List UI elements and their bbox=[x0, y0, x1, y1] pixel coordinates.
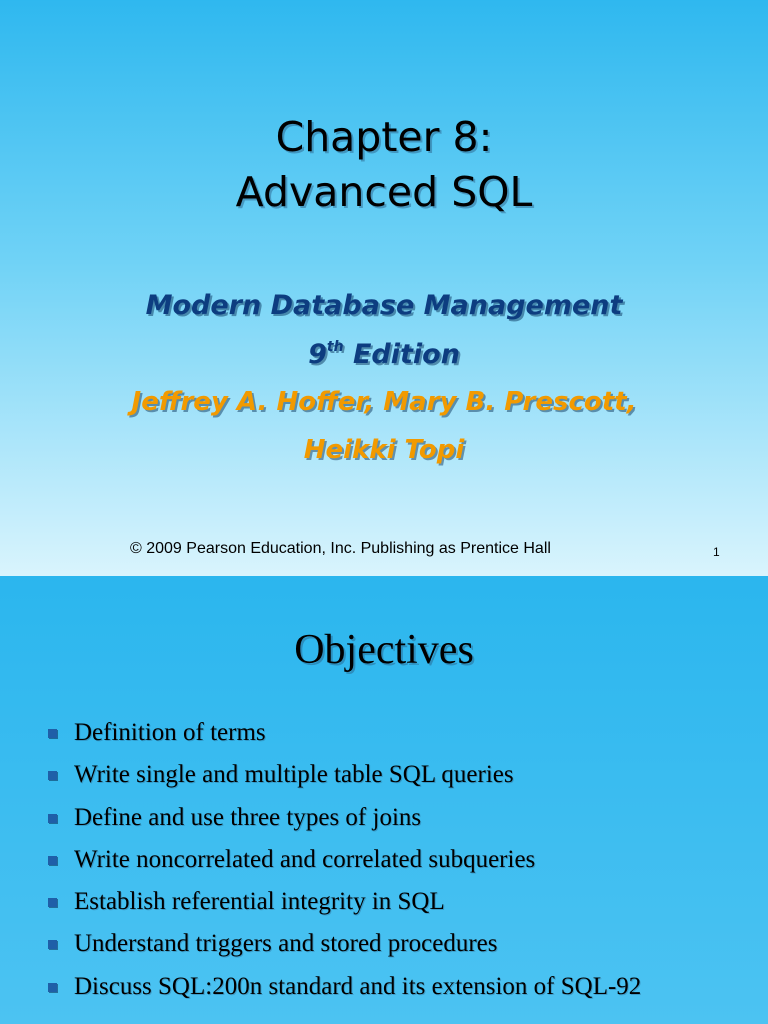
list-item-text: Understand triggers and stored procedures bbox=[74, 930, 498, 958]
square-bullet-icon bbox=[48, 856, 57, 865]
objectives-title: Objectives bbox=[294, 627, 474, 673]
square-bullet-icon bbox=[48, 983, 57, 992]
authors-line-1: Jeffrey A. Hoffer, Mary B. Prescott, bbox=[131, 387, 637, 417]
edition-number: 9 bbox=[308, 339, 327, 370]
list-item-text: Write single and multiple table SQL queries bbox=[74, 761, 514, 789]
list-item bbox=[46, 797, 734, 839]
copyright-notice: © 2009 Pearson Education, Inc. Publishing as Prentice Hall bbox=[130, 540, 551, 557]
book-title: Modern Database Management bbox=[145, 290, 623, 321]
square-bullet-icon bbox=[48, 771, 57, 780]
list-item bbox=[46, 923, 734, 965]
authors-line-2: Heikki Topi bbox=[303, 435, 465, 465]
edition-label: Edition bbox=[352, 339, 460, 370]
list-item bbox=[46, 881, 734, 923]
list-item-text: Write noncorrelated and correlated subqueries bbox=[74, 845, 536, 873]
square-bullet-icon bbox=[48, 729, 57, 738]
list-item-text: Establish referential integrity in SQL bbox=[74, 888, 445, 916]
list-item bbox=[46, 839, 734, 881]
list-item-text: Definition of terms bbox=[74, 719, 266, 746]
list-item-text: Define and use three types of joins bbox=[74, 803, 422, 831]
title-line-2: Advanced SQL bbox=[235, 168, 533, 216]
list-item-text: Discuss SQL:200n standard and its extension of SQL-92 bbox=[74, 972, 642, 1000]
list-item bbox=[46, 712, 734, 754]
edition bbox=[0, 339, 768, 370]
edition-suffix: th bbox=[326, 339, 344, 355]
square-bullet-icon bbox=[48, 898, 57, 907]
list-item bbox=[46, 966, 734, 1008]
title-line-1: Chapter 8: bbox=[275, 113, 493, 161]
square-bullet-icon bbox=[48, 814, 57, 823]
slide-title bbox=[0, 110, 768, 220]
square-bullet-icon bbox=[48, 940, 57, 949]
page-number: 1 bbox=[713, 545, 720, 559]
objectives-list bbox=[46, 712, 734, 1008]
list-item bbox=[46, 754, 734, 796]
